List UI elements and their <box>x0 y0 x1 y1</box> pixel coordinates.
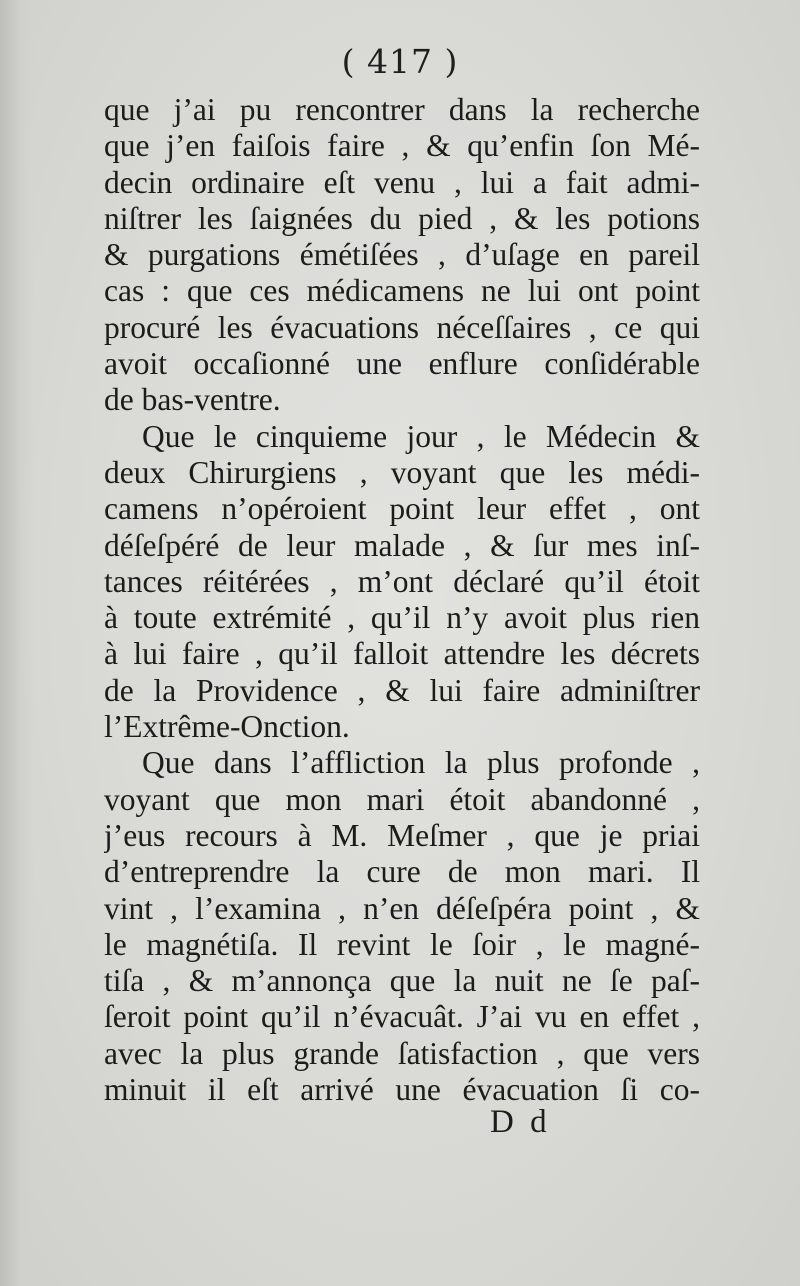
text-line: Que dans l’affliction la plus profonde , <box>142 745 700 781</box>
text-line: niſtrer les ſaignées du pied , & les potions <box>104 200 700 236</box>
text-line: tances réitérées , m’ont déclaré qu’il étoit <box>104 563 700 599</box>
text-line: d’entreprendre la cure de mon mari. Il <box>104 854 700 890</box>
text-line: camens n’opéroient point leur effet , ont <box>104 491 700 527</box>
text-line: déſeſpéré de leur malade , & ſur mes inſ- <box>104 527 700 563</box>
text-line: procuré les évacuations néceſſaires , ce qui <box>104 309 700 345</box>
text-line: minuit il eſt arrivé une évacuation ſi co- <box>104 1072 700 1108</box>
text-line: avoit occaſionné une enflure conſidérable <box>104 346 700 382</box>
text-line: tiſa , & m’annonça que la nuit ne ſe paſ- <box>104 963 700 999</box>
text-line: voyant que mon mari étoit abandonné , <box>104 781 700 817</box>
text-line: decin ordinaire eſt venu , lui a fait admi- <box>104 164 700 200</box>
text-line: avec la plus grande ſatisfaction , que vers <box>104 1035 700 1071</box>
text-line: le magnétiſa. Il revint le ſoir , le magné- <box>104 926 700 962</box>
text-line: deux Chirurgiens , voyant que les médi- <box>104 454 700 490</box>
text-line: de la Providence , & lui faire adminiſtrer <box>104 672 700 708</box>
text-line: l’Extrême-Onction. <box>104 709 350 745</box>
text-line: de bas-ventre. <box>104 382 281 418</box>
text-line: à toute extrémité , qu’il n’y avoit plus rien <box>104 600 700 636</box>
text-line: & purgations émétiſées , d’uſage en pareil <box>104 237 700 273</box>
text-line: à lui faire , qu’il falloit attendre les décrets <box>104 636 700 672</box>
text-line: cas : que ces médicamens ne lui ont point <box>104 273 700 309</box>
text-line: j’eus recours à M. Meſmer , que je priai <box>104 817 700 853</box>
page-number-header: ( 417 ) <box>341 42 459 81</box>
text-line: ſeroit point qu’il n’évacuât. J’ai vu en effet , <box>104 999 700 1035</box>
text-line: Que le cinquieme jour , le Médecin & <box>142 418 700 454</box>
text-line: que j’ai pu rencontrer dans la recherche <box>104 92 700 127</box>
page-gutter-shadow <box>0 0 34 1286</box>
signature-mark: D d <box>490 1104 551 1140</box>
text-line: vint , l’examina , n’en déſeſpéra point , & <box>104 890 700 926</box>
text-line: que j’en faiſois faire , & qu’enfin ſon Mé- <box>104 128 700 164</box>
body-text <box>104 92 700 1108</box>
